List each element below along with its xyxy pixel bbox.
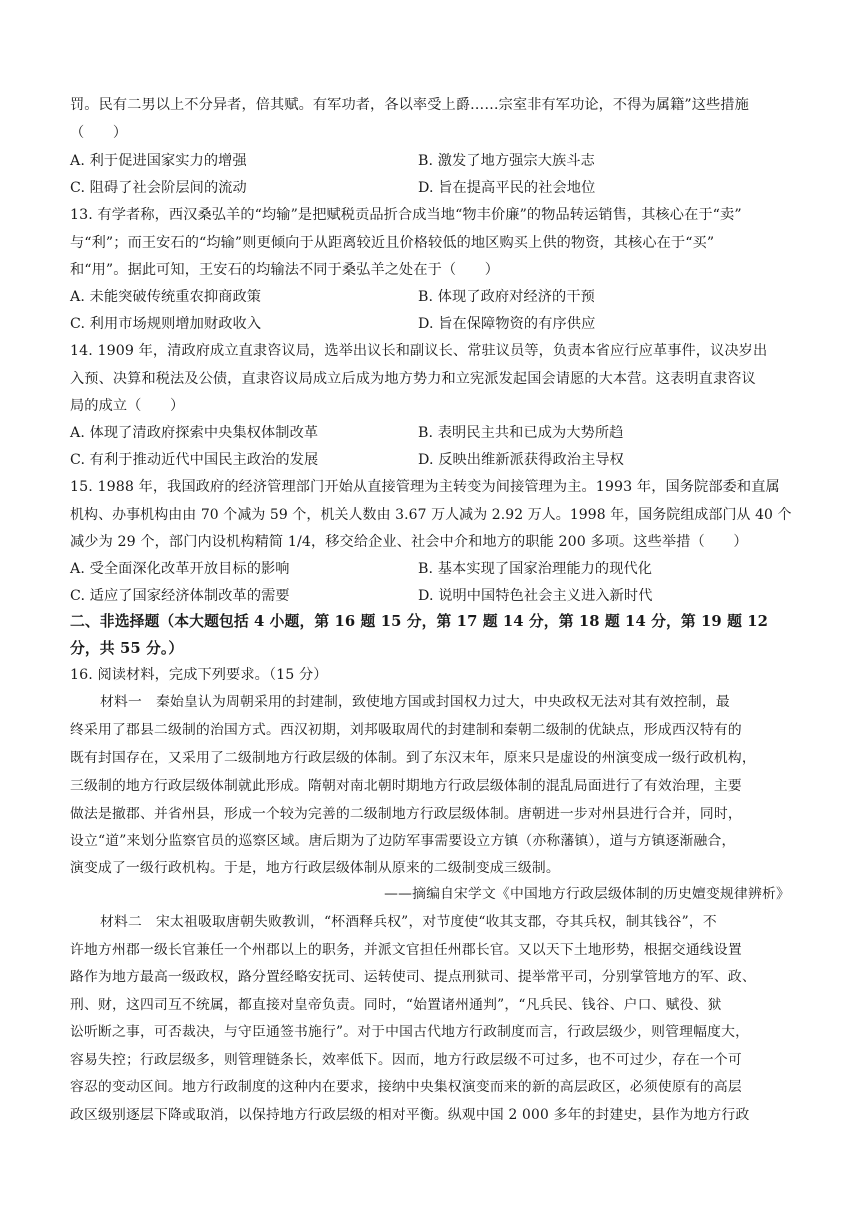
q13-stem-line-3: 和“用”。据此可知，王安石的均输法不同于桑弘羊之处在于（ ） (70, 262, 500, 278)
material-1-line: 三级制的地方行政层级体制就此形成。隋朝对南北朝时期地方行政层级体制的混乱局面进行了有效治理，主要 (70, 778, 742, 794)
material-2-line: 材料二 宋太祖吸取唐朝失败教训，“杯酒释兵权”，对节度使“收其支郡，夺其兵权，制其钱谷”，不 (100, 914, 717, 930)
q13-stem-line-2: 与“利”；而王安石的“均输”则更倾向于从距离较近且价格较低的地区购买上供的物资，其核心在于“买” (70, 235, 715, 251)
section-2-heading-line-2: 分，共 55 分。） (70, 640, 184, 657)
q13-option-d: D. 旨在保障物资的有序供应 (418, 316, 596, 332)
q14-option-b: B. 表明民主共和已成为大势所趋 (418, 425, 624, 441)
material-2-line: 许地方州郡一级长官兼任一个州郡以上的职务，并派文官担任州郡长官。又以天下土地形势，根据交通线设置 (70, 942, 742, 958)
material-1-line: 材料一 秦始皇认为周朝采用的封建制，致使地方国或封国权力过大，中央政权无法对其有效控制，最 (100, 694, 730, 710)
material-1-source: ——摘编自宋学文《中国地方行政层级体制的历史嬗变规律辨析》 (384, 886, 790, 902)
q15-stem-line-2: 机构、办事机构由由 70 个减为 59 个，机关人数由 3.67 万人减为 2.92 万人。1998 年，国务院组成部门从 40 个 (70, 507, 792, 523)
q14-stem-line-2: 入预、决算和税法及公债，直隶咨议局成立后成为地方势力和立宪派发起国会请愿的大本营。这表明直隶咨议 (70, 371, 756, 387)
material-1-line: 做法是撤郡、并省州县，形成一个较为完善的二级制地方行政层级体制。唐朝进一步对州县进行合并，同时， (70, 806, 742, 822)
q14-option-a: A. 体现了清政府探索中央集权体制改革 (70, 425, 319, 441)
q13-option-b: B. 体现了政府对经济的干预 (418, 289, 595, 305)
q13-option-a: A. 未能突破传统重农抑商政策 (70, 289, 262, 305)
q12-stem-line: 罚。民有二男以上不分异者，倍其赋。有军功者，各以率受上爵……宗室非有军功论，不得为属籍”这些措施 (70, 97, 749, 113)
q16-stem: 16. 阅读材料，完成下列要求。（15 分） (70, 667, 328, 683)
q14-stem-line-3: 局的成立（ ） (70, 398, 185, 414)
q15-stem-line-1: 15. 1988 年，我国政府的经济管理部门开始从直接管理为主转变为间接管理为主。1993 年，国务院部委和直属 (70, 479, 780, 495)
material-2-line: 政区级别逐层下降或取消，以保持地方行政层级的相对平衡。纵观中国 2 000 多年的封建史，县作为地方行政 (70, 1107, 750, 1123)
q14-option-d: D. 反映出维新派获得政治主导权 (418, 452, 624, 468)
q15-option-c: C. 适应了国家经济体制改革的需要 (70, 588, 290, 604)
material-1-line: 既有封国存在，又采用了二级制地方行政层级的体制。到了东汉末年，原来只是虚设的州演变成一级行政机构， (70, 750, 756, 766)
q13-stem-line-1: 13. 有学者称，西汉桑弘羊的“均输”是把赋税贡品折合成当地“物丰价廉”的物品转运销售，其核心在于“卖” (70, 207, 742, 223)
material-2-line: 容忍的变动区间。地方行政制度的这种内在要求，接纳中央集权演变而来的新的高层政区，必须使原有的高层 (70, 1079, 742, 1095)
material-2-line: 刑、财，这四司互不统属，都直接对皇帝负责。同时，“始置诸州通判”，“凡兵民、钱谷、户口、赋役、狱 (70, 997, 722, 1013)
q14-option-c: C. 有利于推动近代中国民主政治的发展 (70, 452, 319, 468)
material-1-line: 演变成了一级行政机构。于是，地方行政层级体制从原来的二级制变成三级制。 (70, 860, 560, 876)
material-1-line: 设立“道”来划分监察官员的巡察区域。唐后期为了边防军事需要设立方镇（亦称藩镇），道与方镇逐渐融合， (70, 833, 736, 849)
q14-stem-line-1: 14. 1909 年，清政府成立直隶咨议局，选举出议长和副议长、常驻议员等，负责本省应行应革事件，议决岁出 (70, 343, 768, 359)
q12-option-c: C. 阻碍了社会阶层间的流动 (70, 180, 247, 196)
material-1-line: 终采用了郡县二级制的治国方式。西汉初期，刘邦吸取周代的封建制和秦朝二级制的优缺点，形成西汉特有的 (70, 722, 742, 738)
q13-option-c: C. 利用市场规则增加财政收入 (70, 316, 262, 332)
q12-option-a: A. 利于促进国家实力的增强 (70, 153, 247, 169)
q12-option-d: D. 旨在提高平民的社会地位 (418, 180, 596, 196)
material-2-line: 讼听断之事，可否裁决，与守臣通签书施行”。对于中国古代地方行政制度而言，行政层级少，则管理幅度大， (70, 1024, 750, 1040)
q15-option-b: B. 基本实现了国家治理能力的现代化 (418, 561, 653, 577)
section-2-heading-line-1: 二、非选择题（本大题包括 4 小题，第 16 题 15 分，第 17 题 14 分，第 18 题 14 分，第 19 题 12 (70, 613, 769, 630)
q15-stem-line-3: 减少为 29 个，部门内设机构精简 1/4，移交给企业、社会中介和地方的职能 200 多项。这些举措（ ） (70, 534, 748, 550)
q15-option-a: A. 受全面深化改革开放目标的影响 (70, 561, 290, 577)
material-2-line: 容易失控；行政层级多，则管理链条长，效率低下。因而，地方行政层级不可过多，也不可过少，存在一个可 (70, 1052, 742, 1068)
q12-answer-blank: （ ） (70, 125, 128, 141)
material-2-line: 路作为地方最高一级政权，路分置经略安抚司、运转使司、提点刑狱司、提举常平司，分别掌管地方的军、政、 (70, 969, 756, 985)
q12-option-b: B. 激发了地方强宗大族斗志 (418, 153, 595, 169)
q15-option-d: D. 说明中国特色社会主义进入新时代 (418, 588, 653, 604)
